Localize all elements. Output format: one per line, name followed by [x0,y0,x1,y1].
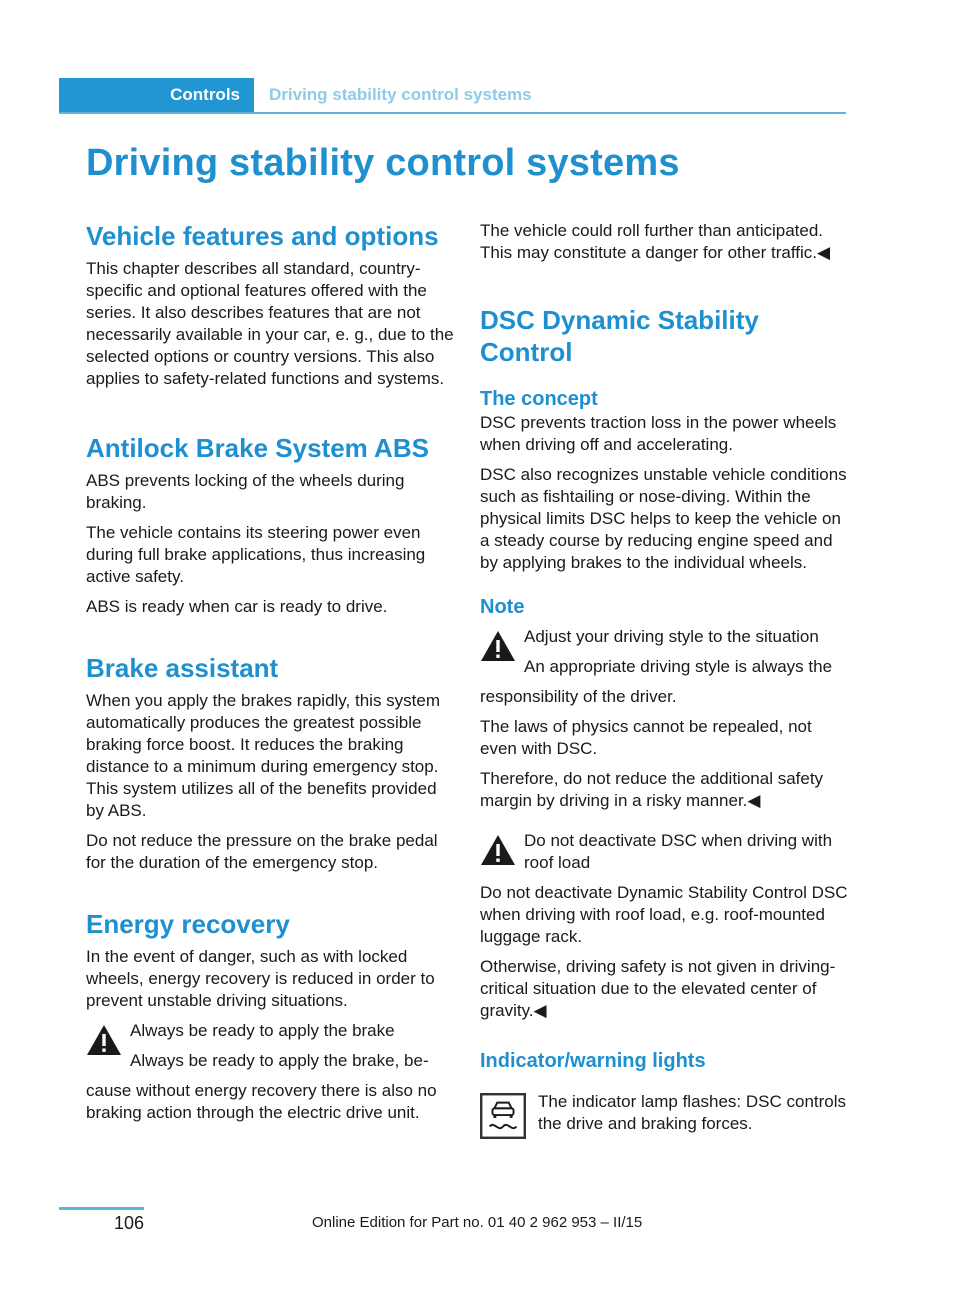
warning-text-1: Do not deactivate Dynamic Stability Control DSC when driving with roof load, e.g. roof-mounted luggage rack. [480,883,848,946]
dsc-indicator-icon [480,1093,526,1139]
dsc-warning-driving-style [480,626,850,812]
footer-accent-bar [59,1207,144,1210]
abs-text-2: The vehicle contains its steering power even during full brake applications, thus increasing active safety. [86,523,426,586]
page-title: Driving stability control systems [86,142,680,184]
warning-title: Adjust your driving style to the situation [524,627,819,646]
dsc-text-1: DSC prevents traction loss in the power wheels when driving off and accelerating. [480,413,837,454]
page-number: 106 [113,1213,144,1233]
warning-triangle-icon [480,630,516,662]
edition-label: Online Edition for Part no. 01 40 2 962 953 – II/15 [312,1214,643,1231]
indicator-text: The indicator lamp flashes: DSC controls the drive and braking forces. [538,1092,847,1133]
abs-text-1: ABS prevents locking of the wheels during braking. [86,471,405,512]
left-column [86,220,456,1132]
warning-text-first-line: An appropriate driving style is always the [524,657,833,676]
abs-text-3: ABS is ready when car is ready to drive. [86,597,388,616]
heading-vehicle-features: Vehicle features and options [86,221,439,251]
heading-dsc: DSC Dynamic Stability Control [480,305,759,367]
heading-abs: Antilock Brake System ABS [86,433,429,463]
right-column [480,220,850,1152]
heading-indicator-warning-lights: Indicator/warning lights [480,1050,706,1072]
header-subsection-label: Driving stability control systems [269,85,532,104]
warning-text-first-line: Always be ready to apply the brake, be- [130,1051,429,1070]
dsc-warning-roof-load [480,830,850,1022]
warning-text: cause without energy recovery there is also no braking action through the electric drive unit. [86,1081,437,1122]
heading-brake-assistant: Brake assistant [86,653,279,683]
heading-energy-recovery: Energy recovery [86,909,290,939]
warning-text-2: The laws of physics cannot be repealed, not even with DSC. [480,717,812,758]
continued-text: The vehicle could roll further than anticipated. This may constitute a danger for other traffic.◀ [480,221,831,262]
warning-text-1: responsibility of the driver. [480,687,677,706]
warning-triangle-icon [480,834,516,866]
dsc-text-2: DSC also recognizes unstable vehicle conditions such as fishtailing or nose-diving. Within the physical limits DSC helps to keep the vehicle on a steady course by reducing engine speed and by applying brakes to the individual wheels. [480,465,847,572]
vehicle-features-text: This chapter describes all standard, country-specific and optional features offered with the series. It also describes features that are not necessarily available in your car, e. g., due to the selected options or country versions. This also applies to safety-related functions and systems. [86,259,454,388]
brake-assistant-text-1: When you apply the brakes rapidly, this system automatically produces the greatest possible braking force boost. It reduces the braking distance to a minimum during emergency stop. This system utilizes all of the benefits provided by ABS. [86,691,441,820]
header-section-tab[interactable]: Controls [59,78,254,112]
warning-text-3: Therefore, do not reduce the additional safety margin by driving in a risky manner.◀ [480,769,824,810]
warning-title: Always be ready to apply the brake [130,1021,395,1040]
warning-text-2: Otherwise, driving safety is not given in driving-critical situation due to the elevated center of gravity.◀ [480,957,836,1020]
brake-assistant-text-2: Do not reduce the pressure on the brake pedal for the duration of the emergency stop. [86,831,438,872]
energy-recovery-text: In the event of danger, such as with locked wheels, energy recovery is reduced in order to prevent unstable driving situations. [86,947,435,1010]
header-tab-bar [59,78,846,114]
warning-triangle-icon [86,1024,122,1056]
heading-the-concept: The concept [480,388,598,410]
warning-title: Do not deactivate DSC when driving with roof load [524,831,833,872]
heading-note: Note [480,596,525,618]
energy-warning [86,1020,456,1124]
indicator-lamp-entry [480,1091,850,1135]
